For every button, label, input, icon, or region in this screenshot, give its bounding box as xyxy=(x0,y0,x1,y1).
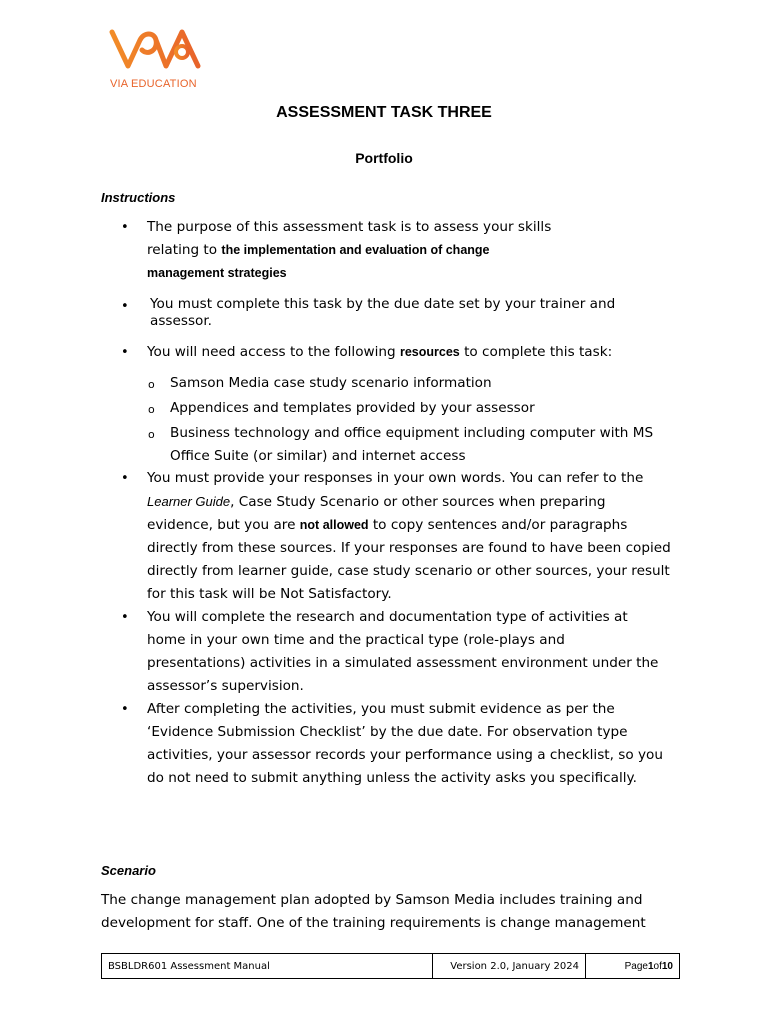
list-item-purpose xyxy=(147,216,677,285)
page-title: ASSESSMENT TASK THREE xyxy=(276,104,492,121)
instructions-heading: Instructions xyxy=(101,190,176,205)
sub-bullet-icon: o xyxy=(148,428,155,441)
inline-bold-text: not allowed xyxy=(299,518,369,532)
via-education-logo xyxy=(108,26,208,96)
inline-text: relating to xyxy=(147,242,222,258)
list-item-research: You will complete the research and documentation type of activities at home in your own time and the practical type (role-plays and presentations) activities in a simulated assessment environment under the assessor’s supervision. xyxy=(147,609,659,694)
bullet-icon: • xyxy=(121,299,129,314)
bullet-icon: • xyxy=(121,610,129,625)
inline-italic-text: Learner Guide xyxy=(147,494,231,509)
resource-item: Business technology and office equipment including computer with MS Office Suite (or similar) and internet access xyxy=(170,425,654,464)
inline-text: to complete this task: xyxy=(459,344,613,360)
list-item-line xyxy=(147,490,677,514)
page-current: 1 xyxy=(647,960,654,972)
inline-text: , Case Study Scenario or other sources when preparing xyxy=(230,494,606,510)
list-item-line: The purpose of this assessment task is to assess your skills xyxy=(147,219,552,235)
inline-text: evidence, but you are xyxy=(147,517,300,533)
page-of: of xyxy=(653,960,662,972)
list-item-own-words xyxy=(147,467,677,606)
list-item-due-date: You must complete this task by the due date set by your trainer and assessor. xyxy=(150,296,616,329)
scenario-heading: Scenario xyxy=(101,863,156,878)
sub-bullet-icon: o xyxy=(148,378,155,391)
scenario-paragraph: The change management plan adopted by Samson Media includes training and development for staff. One of the training requirements is change management xyxy=(101,892,646,931)
via-logo-mark-icon xyxy=(108,26,208,76)
inline-text: You will need access to the following xyxy=(147,344,400,360)
list-item-line: You must provide your responses in your own words. You can refer to the xyxy=(147,470,644,486)
inline-bold-text: the implementation and evaluation of change xyxy=(221,243,490,257)
footer-page-number xyxy=(586,954,679,978)
list-item-line xyxy=(147,514,677,537)
list-item-line xyxy=(147,239,677,262)
page-total: 10 xyxy=(661,960,673,972)
inline-text: to copy sentences and/or paragraphs xyxy=(368,517,628,533)
bullet-icon: • xyxy=(121,702,129,717)
resource-item: Samson Media case study scenario information xyxy=(170,375,492,391)
resource-item: Appendices and templates provided by your assessor xyxy=(170,400,535,416)
inline-bold-text: resources xyxy=(399,345,460,359)
footer-manual: BSBLDR601 Assessment Manual xyxy=(102,954,433,978)
logo-text: VIA EDUCATION xyxy=(110,78,197,90)
bullet-icon: • xyxy=(121,471,129,486)
list-item-line: directly from these sources. If your responses are found to have been copied directly from learner guide, case study scenario or other sources, your result for this task will be Not Satisfactory. xyxy=(147,540,671,602)
page-label: Page xyxy=(624,960,648,972)
list-item-submission: After completing the activities, you must submit evidence as per the ‘Evidence Submission Checklist’ by the due date. For observation type activities, your assessor records your performance using a checklist, so you do not need to submit anything unless the activity asks you specifically. xyxy=(147,701,663,786)
page-footer xyxy=(101,953,680,979)
list-item-resources xyxy=(147,341,677,364)
footer-version: Version 2.0, January 2024 xyxy=(433,954,586,978)
inline-bold-text: management strategies xyxy=(147,266,287,280)
bullet-icon: • xyxy=(121,345,129,360)
sub-bullet-icon: o xyxy=(148,403,155,416)
page-subtitle: Portfolio xyxy=(355,150,413,166)
bullet-icon: • xyxy=(121,220,129,235)
